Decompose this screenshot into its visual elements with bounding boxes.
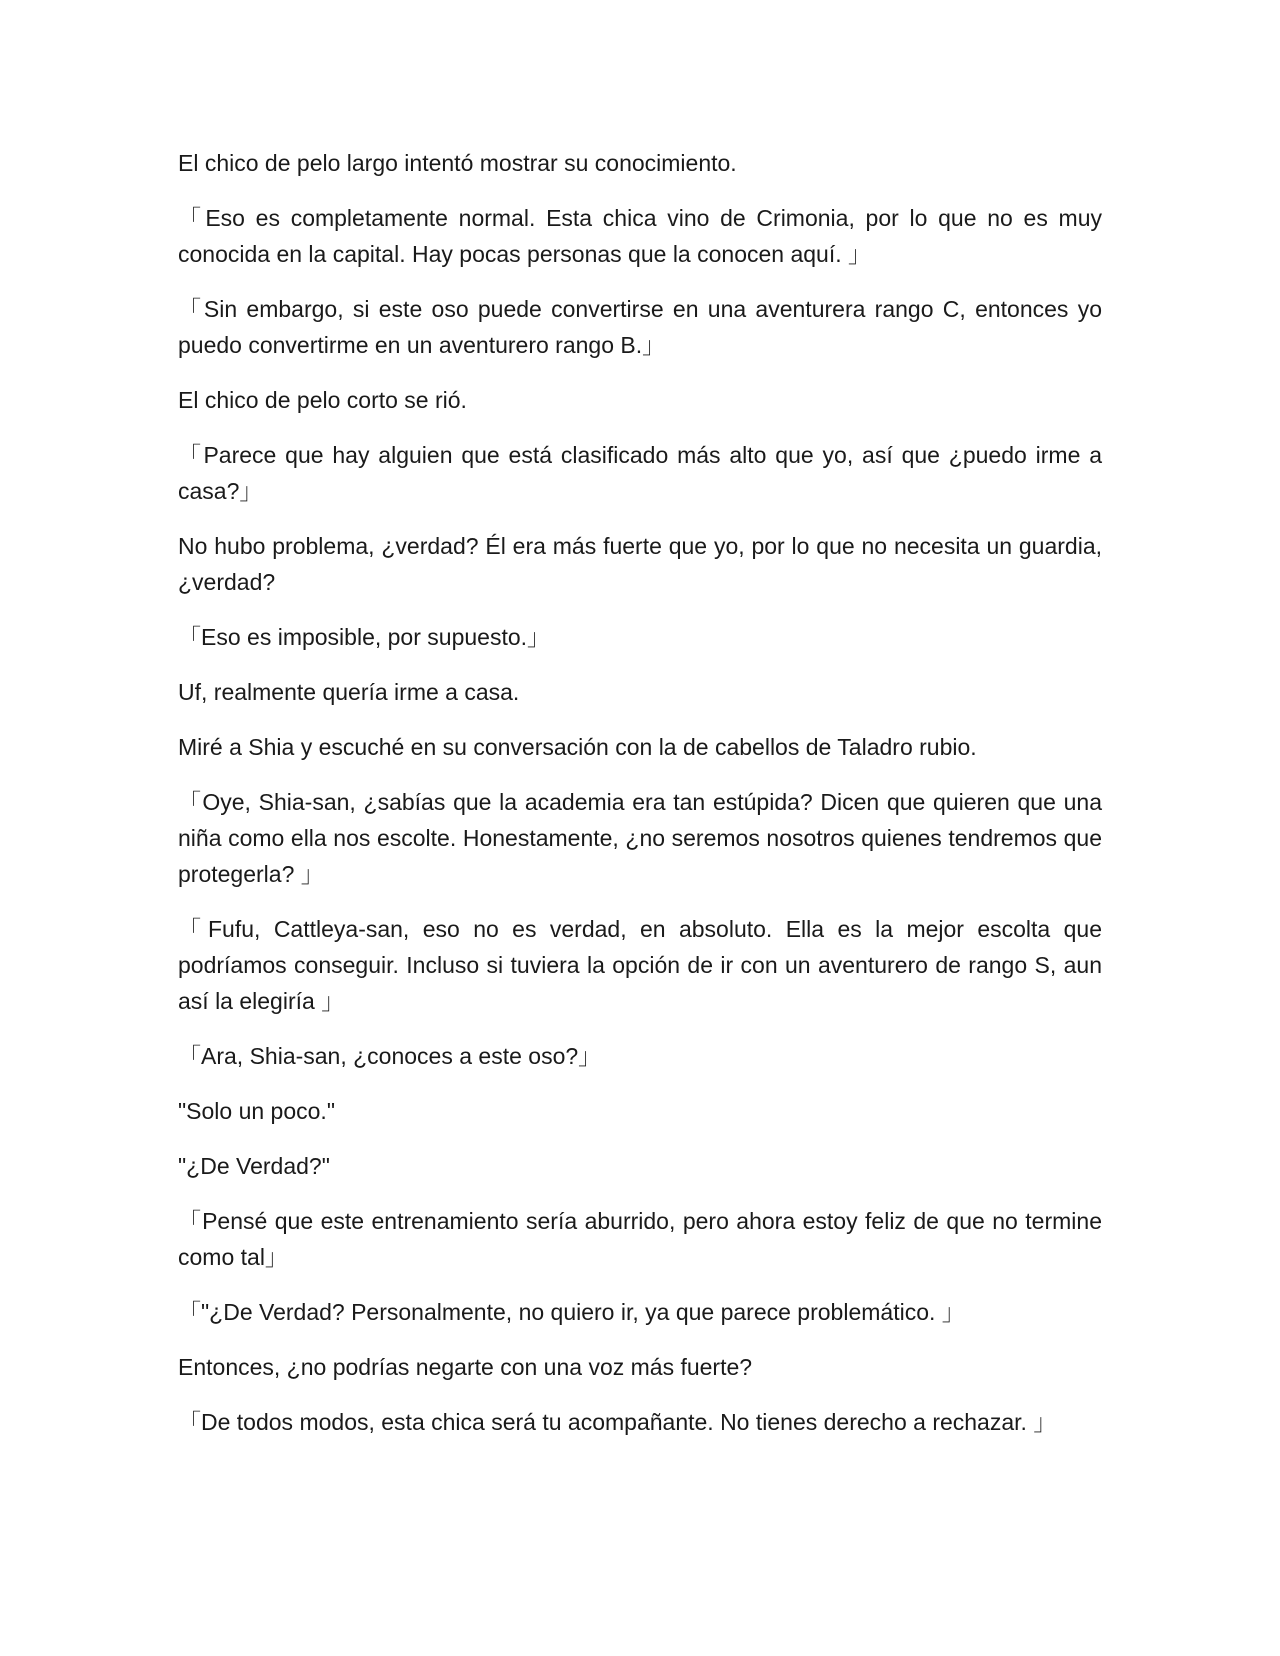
paragraph: 「Eso es completamente normal. Esta chica vino de Crimonia, por lo que no es muy conocida en la capital. Hay pocas personas que la conocen aquí. 」	[178, 205, 1102, 267]
paragraph: 「De todos modos, esta chica será tu acompañante. No tienes derecho a rechazar. 」	[178, 1409, 1057, 1435]
paragraph: El chico de pelo corto se rió.	[178, 387, 467, 413]
paragraph: 「Parece que hay alguien que está clasificado más alto que yo, así que ¿puedo irme a casa?」	[178, 442, 1102, 504]
paragraph: 「Ara, Shia-san, ¿conoces a este oso?」	[178, 1043, 602, 1069]
paragraph: No hubo problema, ¿verdad? Él era más fuerte que yo, por lo que no necesita un guardia, ¿verdad?	[178, 533, 1102, 595]
document-body	[178, 145, 1102, 1459]
paragraph: El chico de pelo largo intentó mostrar su conocimiento.	[178, 150, 737, 176]
paragraph: "¿De Verdad?"	[178, 1153, 330, 1179]
paragraph: 「Sin embargo, si este oso puede convertirse en una aventurera rango C, entonces yo puedo convertirme en un aventurero rango B.」	[178, 296, 1102, 358]
paragraph: 「Eso es imposible, por supuesto.」	[178, 624, 551, 650]
paragraph: 「Fufu, Cattleya-san, eso no es verdad, en absoluto. Ella es la mejor escolta que podríamos conseguir. Incluso si tuviera la opción de ir con un aventurero de rango S, aun así la elegiría 」	[178, 916, 1102, 1014]
paragraph: Miré a Shia y escuché en su conversación con la de cabellos de Taladro rubio.	[178, 734, 977, 760]
paragraph: "Solo un poco."	[178, 1098, 335, 1124]
paragraph: Entonces, ¿no podrías negarte con una voz más fuerte?	[178, 1354, 753, 1380]
paragraph: Uf, realmente quería irme a casa.	[178, 679, 520, 705]
paragraph: 「"¿De Verdad? Personalmente, no quiero ir, ya que parece problemático. 」	[178, 1299, 965, 1325]
paragraph: 「Pensé que este entrenamiento sería aburrido, pero ahora estoy feliz de que no termine como tal」	[178, 1208, 1102, 1270]
paragraph: 「Oye, Shia-san, ¿sabías que la academia era tan estúpida? Dicen que quieren que una niña como ella nos escolte. Honestamente, ¿no seremos nosotros quienes tendremos que protegerla? 」	[178, 789, 1102, 887]
